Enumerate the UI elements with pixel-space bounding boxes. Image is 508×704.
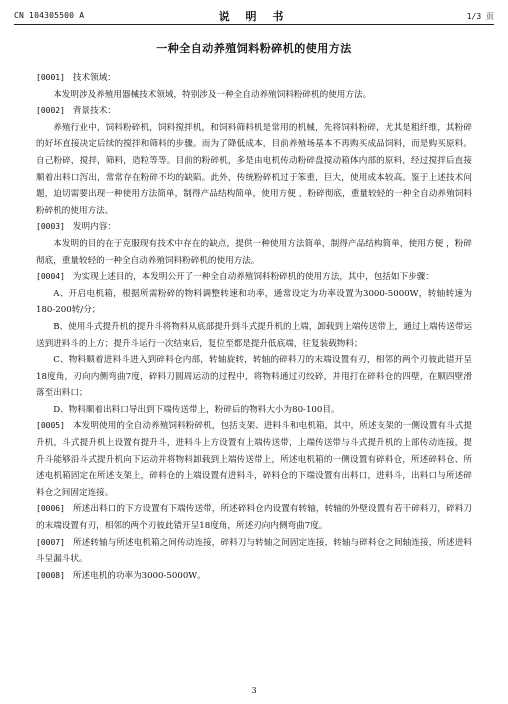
document-type: 说 明 书 bbox=[218, 10, 290, 23]
step-b: B、使用斗式提升机的提升斗将物料从底部提升到斗式提升机的上端，卸载到上端传送带上，通过上端传送带运送到进料斗的上方；提升斗运行一次结束后，复位至都是提升低底端，往复装载物料； bbox=[36, 321, 473, 349]
page-header bbox=[0, 0, 508, 24]
para-number: [0008] bbox=[36, 570, 65, 580]
para-0003-heading bbox=[36, 219, 472, 236]
section-heading: 发明内容： bbox=[72, 222, 116, 233]
para-0004 bbox=[36, 269, 472, 286]
section-heading: 背景技术： bbox=[72, 106, 116, 117]
step-d: D、物料顺着出料口导出到下端传送带上，粉碎后的物料大小为80-100目。 bbox=[53, 404, 340, 415]
para-0006 bbox=[36, 501, 472, 534]
para-number: [0004] bbox=[36, 272, 65, 282]
para-0007 bbox=[36, 535, 472, 568]
paragraph-text: 本发明使用的全自动养殖饲料粉碎机，包括支架、进料斗和电机箱，其中，所述支架的一侧设置有斗式提升机，斗式提升机上设置有提升斗，进料斗上方设置有上端传送带，上端传送带与斗式提升机的上部传动连接，提升斗能够沿斗式提升机向下运动并将物料卸载到上端传送带上，所述电机箱的一侧设置有碎料仓，所述碎料仓、所述电机箱固定在所述支架上，碎料仓的上端设置有进料斗，碎料仓的下端设置有出料口，进料斗，出料口与所述碎料仓之间固定连接。 bbox=[36, 421, 472, 498]
page-indicator: 1/3 页 bbox=[466, 12, 494, 21]
header-rule bbox=[14, 24, 494, 25]
para-0008 bbox=[36, 568, 472, 585]
page-number: 3 bbox=[251, 686, 257, 695]
patent-number: CN 104305500 A bbox=[14, 11, 85, 20]
paragraph: 养殖行业中，饲料粉碎机，饲料搅拌机，和饲料筛料机是常用的机械，先将饲料粉碎，尤其是粗纤维，其粉碎的好坏直接决定后续的搅拌和筛料的步骤。而为了降低成本，目前养殖场基本不再购买成品饲料，而是购买原料。自己粉碎，搅拌，筛料，造粒等等。目前的粉碎机，多是由电机传动粉碎盘搅动箱体内部的原料，经过搅拌后直接顺着出料口泻出，常常存在粉碎不均的缺陷。此外，传统粉碎机过于笨重，巨大，使用成本较高。鉴于上述技术问题，迫切需要出现一种使用方法简单，制得产品结构简单，使用方便 ，粉碎彻底，重量较轻的一种全自动养殖饲料粉碎机的使用方法。 bbox=[36, 122, 472, 216]
section-heading: 技术领域： bbox=[72, 73, 116, 83]
paragraph-text: 为实现上述目的，本发明公开了一种全自动养殖饲料粉碎机的使用方法，其中，包括如下步骤： bbox=[72, 272, 434, 283]
document-body bbox=[36, 70, 472, 584]
document-title: 一种全自动养殖饲料粉碎机的使用方法 bbox=[156, 42, 352, 55]
step-a: A、开启电机箱，根据所需粉碎的物料调整转速和功率，通常设定为功率设置为3000-5000W，转轴转速为180-200转/分； bbox=[36, 288, 472, 316]
paragraph-text: 所述转轴与所述电机箱之间传动连接，碎料刀与转轴之间固定连接，转轴与碎料仓之间轴连接，所述进料斗呈漏斗状。 bbox=[36, 537, 472, 565]
para-number: [0007] bbox=[36, 537, 65, 547]
paragraph: 本发明涉及养殖用器械技术领域，特别涉及一种全自动养殖饲料粉碎机的使用方法。 bbox=[53, 89, 372, 100]
para-number: [0003] bbox=[36, 222, 65, 232]
paragraph: 本发明的目的在于克服现有技术中存在的缺点，提供一种使用方法简单，制得产品结构简单，使用方便 ，粉碎彻底，重量较轻的一种全自动养殖饲料粉碎机的使用方法。 bbox=[36, 238, 472, 266]
para-number: [0005] bbox=[36, 421, 65, 431]
para-number: [0006] bbox=[36, 504, 65, 514]
para-0002-heading bbox=[36, 103, 472, 120]
para-0005 bbox=[36, 418, 472, 501]
para-number: [0001] bbox=[36, 73, 65, 82]
paragraph-text: 所述电机的功率为3000-5000W。 bbox=[72, 570, 206, 581]
step-c: C、物料顺着进料斗进入到碎料仓内部，转轴旋转，转轴的碎料刀的末端设置有刃，相邻的两个刃彼此错开呈18度角，刃向内侧弯曲7度，碎料刀圆周运动的过程中，将物料通过刃绞碎，并甩打在碎料仓的四壁，在顺四壁滑落至出料口； bbox=[36, 355, 472, 399]
para-0001-heading bbox=[36, 70, 472, 87]
paragraph-text: 所述出料口的下方设置有下端传送带，所述碎料仓内设置有转轴，转轴的外壁设置有若干碎料刀，碎料刀的末端设置有刃，相邻的两个刃彼此错开呈18度角，所述刃向内侧弯曲7度。 bbox=[36, 504, 472, 532]
para-number: [0002] bbox=[36, 106, 65, 116]
